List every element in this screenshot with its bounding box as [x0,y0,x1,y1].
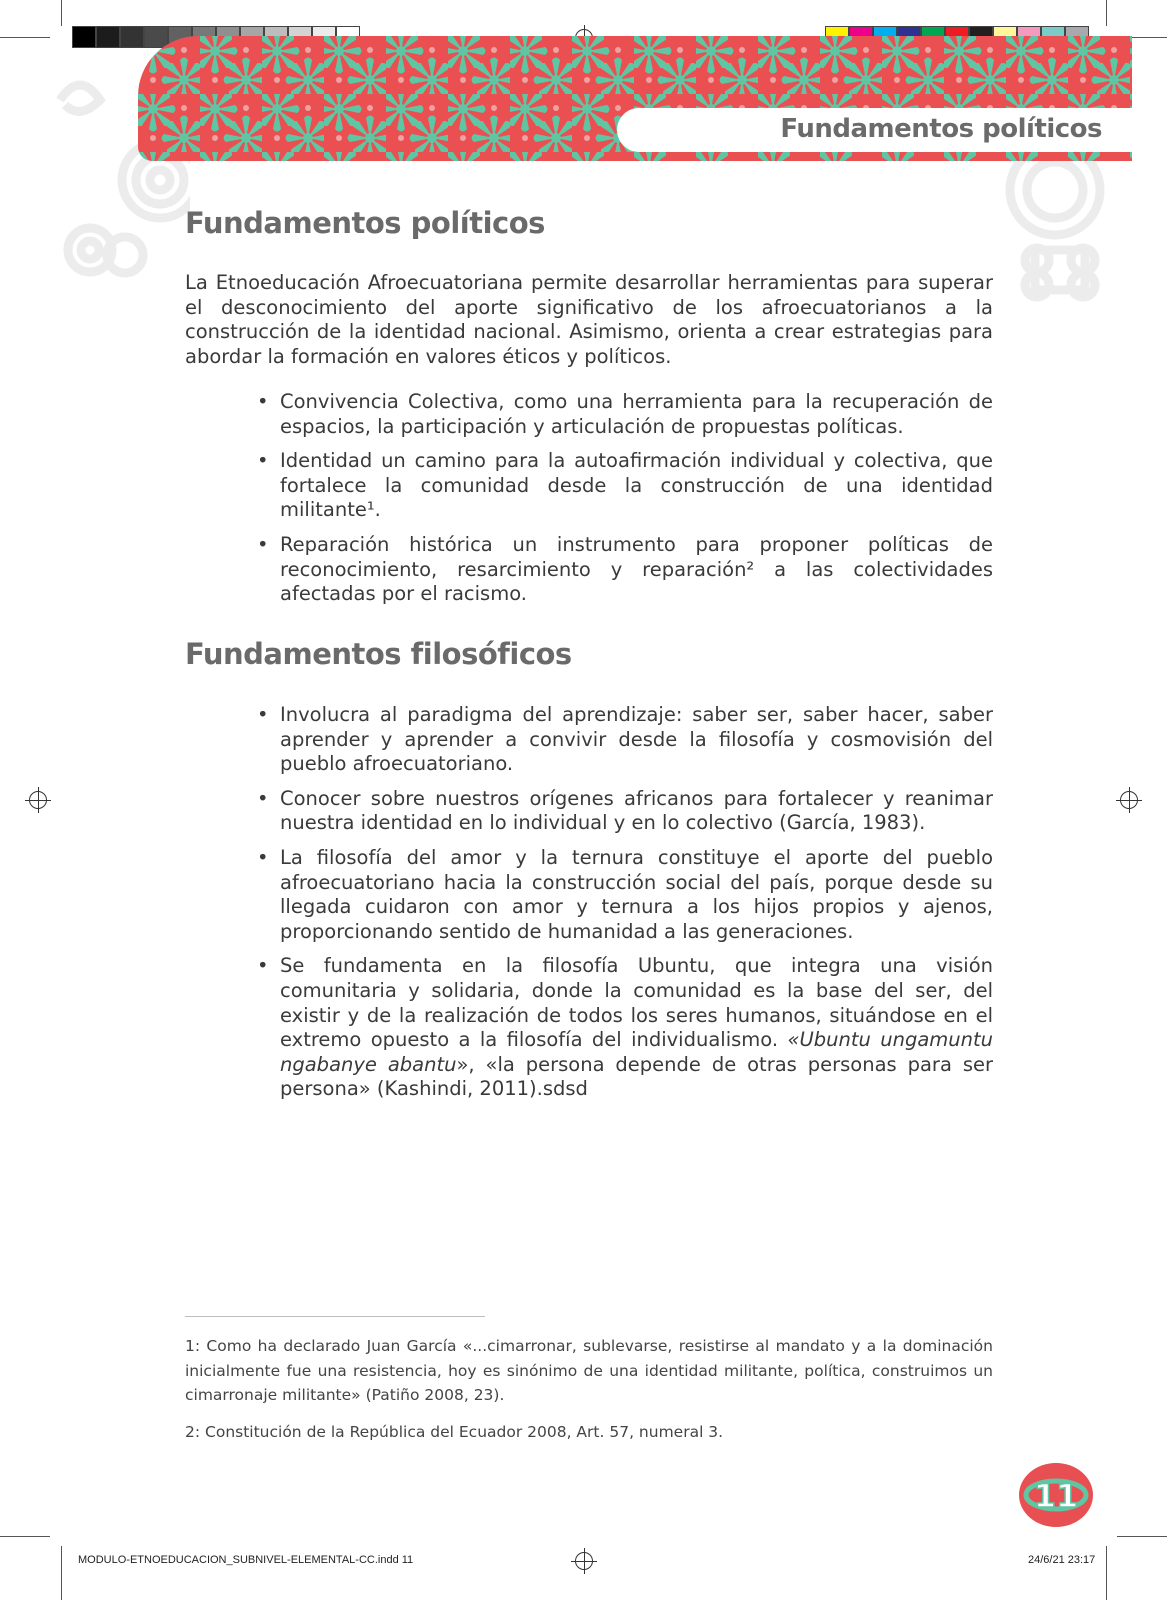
bullet-icon: • [257,390,269,413]
crop-mark [1106,0,1107,26]
section-heading-politicos: Fundamentos políticos [185,206,545,240]
filosoficos-bullet-list [257,703,993,1112]
crop-mark [1117,1536,1167,1537]
crop-mark [61,0,62,26]
slug-timestamp: 24/6/21 23:17 [1028,1554,1096,1566]
list-item [257,533,993,607]
registration-mark-icon [29,791,47,809]
bullet-icon: • [257,532,269,556]
bullet-icon: • [257,786,269,810]
list-item-text: Involucra al paradigma del aprendizaje: saber ser, saber hacer, saber aprender y aprender a convivir desde la filosofía y cosmovisión del pueblo afroecuatoriano. [280,703,993,776]
footnote-divider [185,1316,485,1317]
slug-filename: MODULO-ETNOEDUCACION_SUBNIVEL-ELEMENTAL-CC.indd 11 [78,1554,414,1566]
color-swatch [72,26,96,48]
page-number: 11 [1033,1477,1079,1515]
list-item [257,787,993,836]
list-item [257,703,993,777]
registration-mark-icon [575,1552,593,1570]
list-item-text: Conocer sobre nuestros orígenes africanos para fortalecer y reanimar nuestra identidad en lo individual y en lo colectivo (García, 1983). [280,786,993,835]
list-item [257,449,993,523]
color-swatch [96,26,120,48]
ubuntu-quote: «Ubuntu ungamuntu ngabanye abantu [280,1028,994,1076]
intro-paragraph: La Etnoeducación Afroecuatoriana permite desarrollar herramientas para superar el desconocimiento del aporte significativo de los afroecuatorianos a la construcción de la identidad nacional. Asimismo, orienta a crear estrategias para abordar la formación en valores éticos y políticos. [185,271,993,368]
registration-mark-icon [1120,791,1138,809]
bullet-icon: • [257,845,269,869]
list-item [257,954,993,1102]
list-item-text: Se fundamenta en la filosofía Ubuntu, que integra una visión comunitaria y solidaria, donde la comunidad es la base del ser, del existir y de la realización de todos los seres humanos, situándose en el extremo opuesto a la filosofía del individualismo. [280,954,993,1052]
bullet-icon: • [257,954,269,978]
list-item-text: Convivencia Colectiva, como una herramienta para la recuperación de espacios, la participación y articulación de propuestas políticas. [280,390,993,438]
footnote-2: 2: Constitución de la República del Ecuador 2008, Art. 57, numeral 3. [185,1423,724,1441]
list-item [257,846,993,944]
footnote-1: 1: Como ha declarado Juan García «...cimarronar, sublevarse, resistirse al mandato y a la dominación inicialmente fue una resistencia, hoy es sinónimo de una identidad militante, política, construimos un cimarronaje militante» (Patiño 2008, 23). [185,1337,993,1405]
spiral-ornament-icon [985,150,1135,330]
page-number-badge [1016,1460,1096,1530]
list-item [257,390,993,439]
crop-mark [0,1536,50,1537]
politicos-bullet-list [257,390,993,617]
running-header-tab [617,108,1132,152]
list-item-text: Identidad un camino para la autoafirmación individual y colectiva, que fortalece la comunidad desde la construcción de una identidad militante¹. [280,449,993,522]
crop-mark [0,37,50,38]
list-item-text: La filosofía del amor y la ternura constituye el aporte del pueblo afroecuatoriano hacia la construcción social del país, porque desde su llegada cuidaron con amor y ternura a los hijos propios y ajenos, proporcionando sentido de humanidad a las generaciones. [280,845,993,943]
bullet-icon: • [257,703,269,726]
crop-mark [1106,1546,1107,1600]
section-heading-filosoficos: Fundamentos filosóficos [185,637,572,671]
list-item-text: », «la persona depende de otras personas para ser persona» (Kashindi, 2011).sdsd [280,1052,993,1101]
bullet-icon: • [257,449,269,473]
list-item-text: Reparación histórica un instrumento para proponer políticas de reconocimiento, resarcimiento y reparación² a las colectividades afectadas por el racismo. [280,532,993,606]
color-swatch [120,26,144,48]
crop-mark [61,1546,62,1600]
running-header-title: Fundamentos políticos [780,114,1102,144]
